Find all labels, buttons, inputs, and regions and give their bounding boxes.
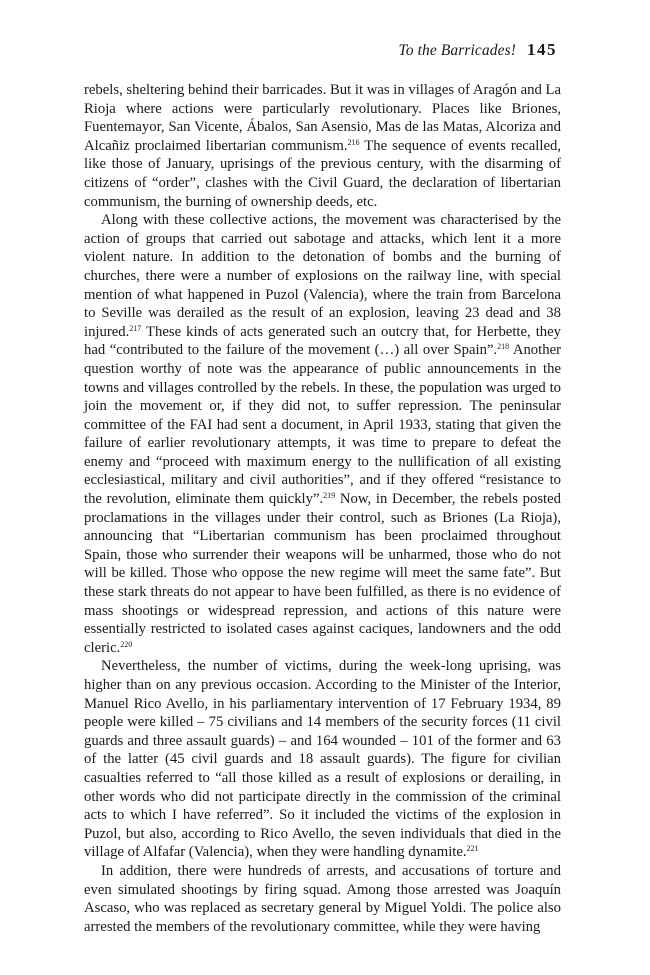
footnote-marker: 221 bbox=[466, 844, 479, 854]
footnote-marker: 217 bbox=[129, 323, 142, 333]
footnote-marker: 219 bbox=[323, 491, 336, 501]
paragraph bbox=[84, 862, 561, 936]
paragraph-text: Another question worthy of note was the appearance of public announcements in the towns and villages controlled by the rebels. In these, the population was urged to join the movement or, if they did not, to suffer repression. The peninsular committee of the FAI had sent a document, in April 1933, stating that given the failure of earlier revolutionary attempts, it was time to prepare to defeat the enemy and “proceed with maximum energy to the nullification of all existing ecclesiastical, military and civil authorities”, and if they offered “resistance to the revolution, eliminate them quickly”. bbox=[84, 342, 561, 508]
paragraph bbox=[84, 657, 561, 862]
body-text bbox=[84, 81, 561, 936]
paragraph bbox=[84, 211, 561, 657]
paragraph-text: These kinds of acts generated such an outcry that, for Herbette, they had “contributed to the failure of the movement (…) all over Spain”. bbox=[84, 323, 561, 359]
paragraph-text: Along with these collective actions, the movement was characterised by the action of groups that carried out sabotage and attacks, which lent it a more violent nature. In addition to the detonation of bombs and the burning of churches, there were a number of explosions on the railway line, with special mention of what happened in Puzol (Valencia), where the train from Barcelona to Seville was derailed as the result of an explosion, leaving 23 dead and 38 injured. bbox=[84, 212, 561, 340]
paragraph bbox=[84, 81, 561, 211]
running-title: To the Barricades! bbox=[398, 42, 516, 59]
page-number: 145 bbox=[527, 40, 557, 59]
paragraph-text: Nevertheless, the number of victims, during the week-long uprising, was higher than on any previous occasion. According to the Minister of the Interior, Manuel Rico Avello, in his parliamentary intervention of 17 February 1934, 89 people were killed – 75 civilians and 14 members of the security forces (11 civil guards and three assault guards) – and 164 wounded – 101 of the former and 63 of the latter (45 civil guards and 18 assault guards). The figure for civilian casualties referred to “all those killed as a result of explosions or derailing, in other words who did not participate directly in the commission of the criminal acts to which I have referred”. So it included the victims of the explosion in Puzol, but also, according to Rico Avello, the seven individuals that died in the village of Alfafar (Valencia), when they were handling dynamite. bbox=[84, 658, 561, 861]
running-head bbox=[399, 40, 557, 60]
paragraph-text: In addition, there were hundreds of arrests, and accusations of torture and even simulated shootings by firing squad. Among those arrested was Joaquín Ascaso, who was replaced as secretary general by Miguel Yoldi. The police also arrested the members of the revolutionary committee, while they were having bbox=[84, 862, 561, 935]
footnote-marker: 216 bbox=[347, 137, 360, 147]
paragraph-text: Now, in December, the rebels posted proclamations in the villages under their control, such as Briones (La Rioja), announcing that “Libertarian communism has been proclaimed throughout Spain, those who surrender their weapons will be unharmed, those who do not will be killed. Those who oppose the new regime will meet the same fate”. But these stark threats do not appear to have been fulfilled, as there is no evidence of mass shootings or widespread repression, and actions of this nature were essentially restricted to isolated cases against caciques, landowners and the odd cleric. bbox=[84, 491, 561, 656]
paragraph-text: The sequence of events recalled, like those of January, uprisings of the previous century, with the disarming of citizens of “order”, clashes with the Civil Guard, the declaration of libertarian communism, the burning of ownership deeds, etc. bbox=[84, 137, 561, 210]
footnote-marker: 218 bbox=[497, 342, 510, 352]
paragraph-text: rebels, sheltering behind their barricades. But it was in villages of Aragón and La Rioja where actions were particularly revolutionary. Places like Briones, Fuentemayor, San Vicente, Ábalos, San Asensio, Mas de las Matas, Alcoriza and Alcañiz proclaimed libertarian communism. bbox=[84, 82, 561, 154]
footnote-marker: 220 bbox=[120, 639, 133, 649]
